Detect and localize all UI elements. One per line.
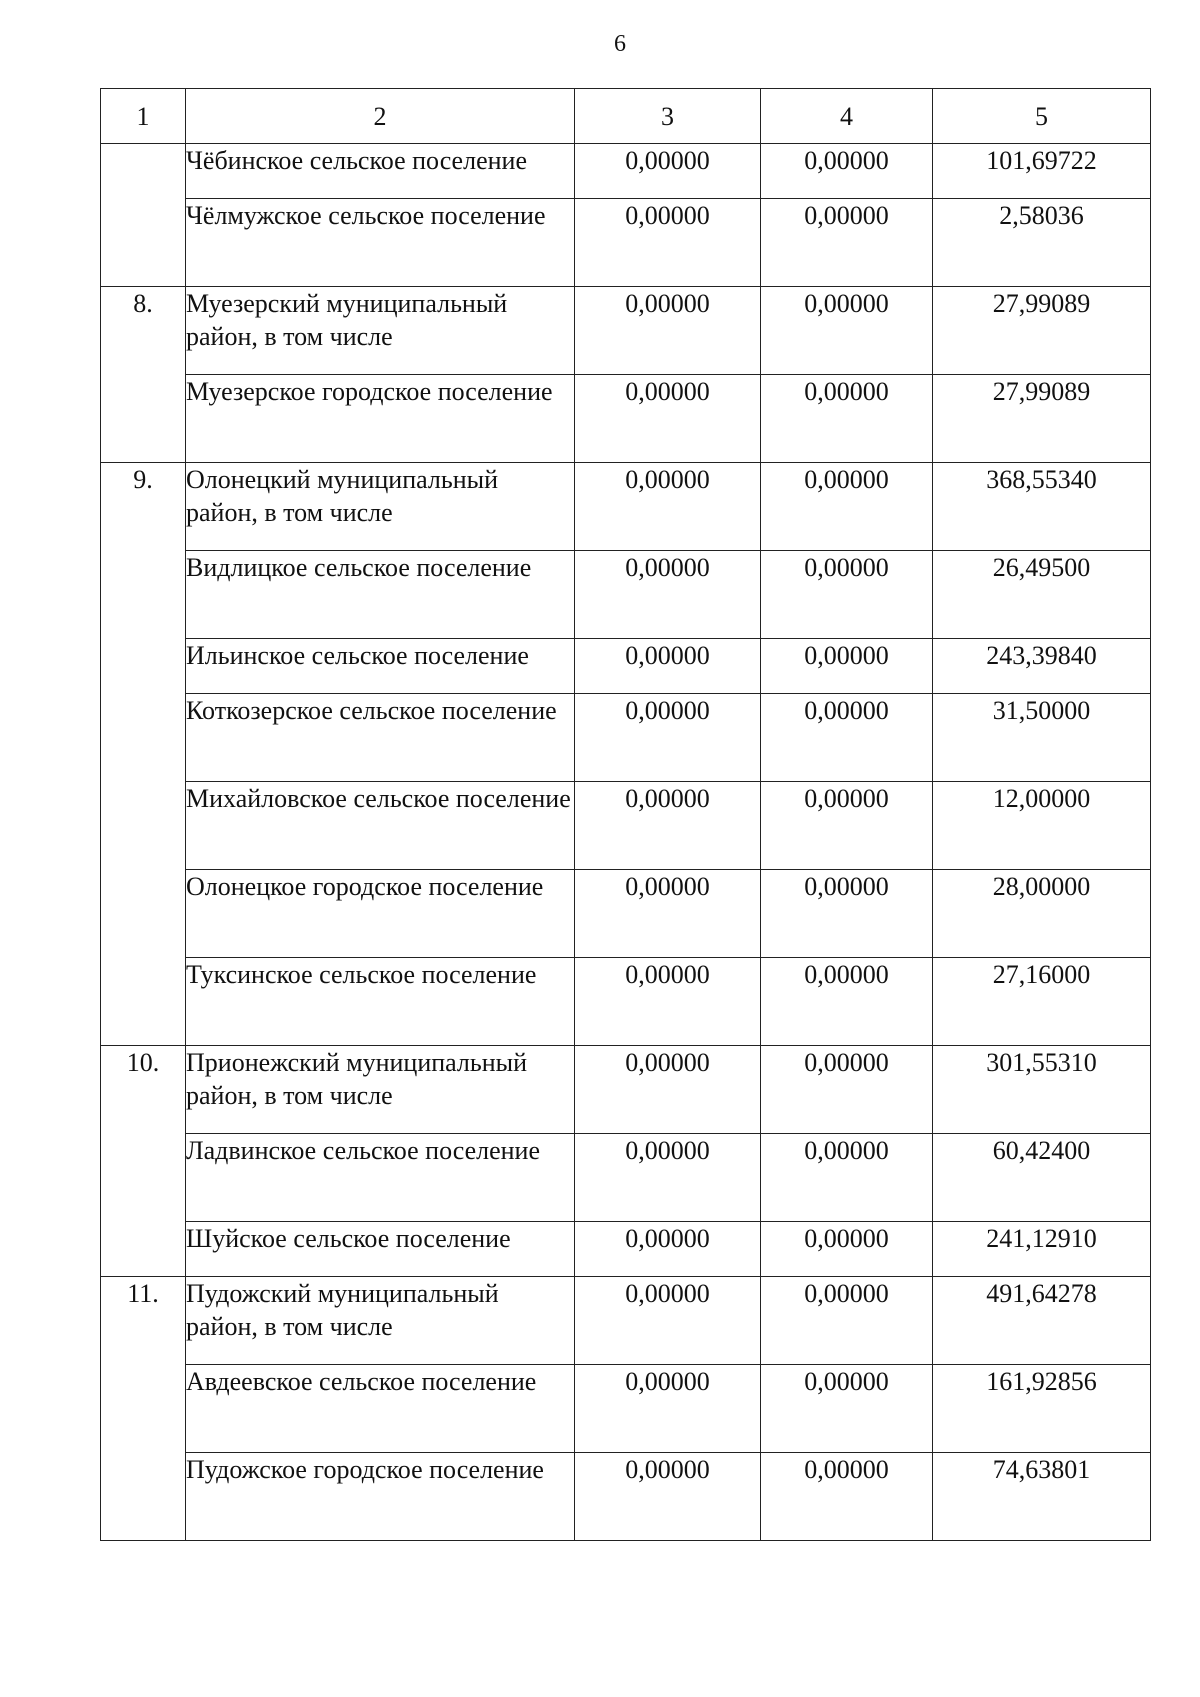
cell-value: 0,00000: [761, 1365, 933, 1453]
table-row: [101, 463, 1151, 551]
cell-value: 0,00000: [575, 375, 761, 463]
cell-value: 0,00000: [575, 1046, 761, 1134]
row-number: 9.: [101, 463, 186, 1046]
cell-value: 26,49500: [933, 551, 1151, 639]
table-row: [101, 1046, 1151, 1134]
table-row: [101, 870, 1151, 958]
cell-value: 101,69722: [933, 144, 1151, 199]
cell-value: 0,00000: [575, 870, 761, 958]
cell-value: 491,64278: [933, 1277, 1151, 1365]
column-header: 3: [575, 89, 761, 144]
cell-value: 0,00000: [761, 1277, 933, 1365]
cell-value: 0,00000: [575, 463, 761, 551]
row-name: Олонецкий муниципальный район, в том числе: [186, 463, 575, 551]
row-name: Пудожское городское поселение: [186, 1453, 575, 1541]
row-name: Чёбинское сельское поселение: [186, 144, 575, 199]
cell-value: 0,00000: [761, 199, 933, 287]
table-row: [101, 1134, 1151, 1222]
cell-value: 31,50000: [933, 694, 1151, 782]
row-number: 11.: [101, 1277, 186, 1541]
row-name: Коткозерское сельское поселение: [186, 694, 575, 782]
cell-value: 0,00000: [575, 958, 761, 1046]
row-name: Пудожский муниципальный район, в том числе: [186, 1277, 575, 1365]
cell-value: 0,00000: [761, 1222, 933, 1277]
row-name: Шуйское сельское поселение: [186, 1222, 575, 1277]
cell-value: 0,00000: [761, 639, 933, 694]
cell-value: 0,00000: [761, 1453, 933, 1541]
table-row: [101, 375, 1151, 463]
table-row: [101, 199, 1151, 287]
column-header: 4: [761, 89, 933, 144]
table-row: [101, 1222, 1151, 1277]
cell-value: 27,99089: [933, 287, 1151, 375]
cell-value: 2,58036: [933, 199, 1151, 287]
row-name: Чёлмужское сельское поселение: [186, 199, 575, 287]
cell-value: 0,00000: [761, 694, 933, 782]
table-row: [101, 958, 1151, 1046]
table-row: [101, 639, 1151, 694]
cell-value: 0,00000: [761, 958, 933, 1046]
page-number: 6: [614, 31, 626, 57]
cell-value: 0,00000: [575, 144, 761, 199]
table-row: [101, 287, 1151, 375]
cell-value: 60,42400: [933, 1134, 1151, 1222]
row-name: Олонецкое городское поселение: [186, 870, 575, 958]
table-row: [101, 782, 1151, 870]
table-row: [101, 1365, 1151, 1453]
row-number: [101, 144, 186, 287]
table-row: [101, 551, 1151, 639]
cell-value: 0,00000: [575, 551, 761, 639]
table-row: [101, 1277, 1151, 1365]
column-header: 1: [101, 89, 186, 144]
cell-value: 27,99089: [933, 375, 1151, 463]
cell-value: 0,00000: [575, 639, 761, 694]
column-header: 2: [186, 89, 575, 144]
cell-value: 161,92856: [933, 1365, 1151, 1453]
cell-value: 0,00000: [761, 287, 933, 375]
row-name: Ладвинское сельское поселение: [186, 1134, 575, 1222]
cell-value: 74,63801: [933, 1453, 1151, 1541]
data-table: [100, 88, 1151, 1541]
cell-value: 0,00000: [575, 1134, 761, 1222]
cell-value: 0,00000: [575, 1365, 761, 1453]
table-row: [101, 1453, 1151, 1541]
cell-value: 0,00000: [761, 463, 933, 551]
cell-value: 12,00000: [933, 782, 1151, 870]
cell-value: 0,00000: [761, 551, 933, 639]
row-name: Муезерское городское поселение: [186, 375, 575, 463]
cell-value: 0,00000: [575, 1453, 761, 1541]
cell-value: 0,00000: [761, 782, 933, 870]
cell-value: 0,00000: [575, 1222, 761, 1277]
row-name: Михайловское сельское поселение: [186, 782, 575, 870]
row-number: 10.: [101, 1046, 186, 1277]
cell-value: 28,00000: [933, 870, 1151, 958]
table-row: [101, 694, 1151, 782]
row-name: Туксинское сельское поселение: [186, 958, 575, 1046]
row-name: Прионежский муниципальный район, в том числе: [186, 1046, 575, 1134]
cell-value: 0,00000: [575, 782, 761, 870]
cell-value: 243,39840: [933, 639, 1151, 694]
row-name: Ильинское сельское поселение: [186, 639, 575, 694]
cell-value: 0,00000: [575, 199, 761, 287]
cell-value: 301,55310: [933, 1046, 1151, 1134]
cell-value: 0,00000: [761, 375, 933, 463]
cell-value: 0,00000: [761, 1046, 933, 1134]
cell-value: 0,00000: [761, 1134, 933, 1222]
column-header: 5: [933, 89, 1151, 144]
cell-value: 0,00000: [761, 144, 933, 199]
table-row: [101, 144, 1151, 199]
row-name: Авдеевское сельское поселение: [186, 1365, 575, 1453]
cell-value: 0,00000: [575, 1277, 761, 1365]
cell-value: 241,12910: [933, 1222, 1151, 1277]
row-name: Видлицкое сельское поселение: [186, 551, 575, 639]
header-row: [101, 89, 1151, 144]
row-name: Муезерский муниципальный район, в том числе: [186, 287, 575, 375]
cell-value: 0,00000: [575, 694, 761, 782]
row-number: 8.: [101, 287, 186, 463]
cell-value: 0,00000: [761, 870, 933, 958]
cell-value: 0,00000: [575, 287, 761, 375]
cell-value: 27,16000: [933, 958, 1151, 1046]
cell-value: 368,55340: [933, 463, 1151, 551]
